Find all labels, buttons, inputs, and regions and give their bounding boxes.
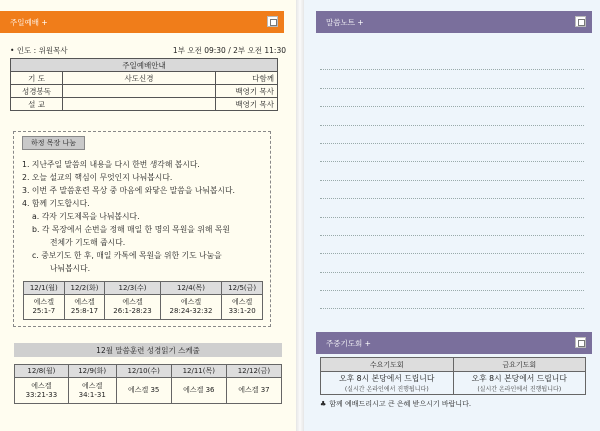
wednesday-online: (실시간 온라인에서 진행됩니다) <box>344 386 429 393</box>
row-middle <box>63 85 216 98</box>
worship-tab-label: 주일예배 + <box>10 17 48 27</box>
verse-range: 25:8-17 <box>70 307 99 315</box>
step-2: 2. 오늘 설교의 핵심이 무엇인지 나눠봅시다. <box>22 173 173 182</box>
book-name: 에스겔 <box>74 298 95 306</box>
note-line[interactable] <box>320 107 584 125</box>
sub-step-b: b. 각 목장에서 순번을 정해 매일 한 명의 목원을 위해 목원 <box>32 225 230 234</box>
reading-line-1: 에스겔 <box>82 381 103 390</box>
reading-schedule-table <box>14 364 282 404</box>
day-header: 12/9(화) <box>68 365 116 378</box>
book-name: 에스겔 <box>122 298 143 306</box>
wednesday-header: 수요기도회 <box>321 358 454 372</box>
sub-step-b-cont: 전체가 기도해 줍시다. <box>50 238 126 247</box>
table-row <box>11 85 278 98</box>
day-header: 12/11(목) <box>171 365 226 378</box>
table-row <box>11 72 278 85</box>
note-line[interactable] <box>320 126 584 144</box>
row-label: 기 도 <box>11 72 63 85</box>
reading-cell <box>171 378 226 404</box>
wednesday-time: 오후 8시 본당에서 드립니다 <box>339 374 435 383</box>
book-name: 에스겔 <box>180 298 202 306</box>
reading-line-1: 에스겔 35 <box>127 386 160 394</box>
row-label: 성경봉독 <box>11 85 63 98</box>
notes-tab-label: 말씀노트 + <box>326 17 364 27</box>
friday-time: 오후 8시 본당에서 드립니다 <box>471 374 567 383</box>
sub-step-c-cont: 나눠봅시다. <box>50 264 91 273</box>
preacher-text: • 인도 : 위원목사 <box>10 45 68 56</box>
book-name: 에스겔 <box>33 298 54 306</box>
day-header: 12/3(수) <box>105 282 160 295</box>
reading-cell <box>68 378 116 404</box>
day-header: 12/10(수) <box>116 365 171 378</box>
prayer-note-text: 함께 예배드리시고 큰 은혜 받으시기 바랍니다. <box>329 400 472 408</box>
week-reading-table <box>23 281 263 320</box>
note-line[interactable] <box>320 291 584 309</box>
day-header: 12/5(금) <box>222 282 263 295</box>
schedule-title: 12월 말씀훈련 성경읽기 스케줄 <box>14 343 282 357</box>
worship-order-table <box>10 58 278 111</box>
sharing-steps <box>22 158 262 275</box>
day-header: 12/12(금) <box>226 365 281 378</box>
verse-range: 33:1-20 <box>228 307 256 315</box>
note-line[interactable] <box>320 89 584 107</box>
day-header: 12/2(화) <box>64 282 105 295</box>
verse-range: 26:1-28:23 <box>113 307 152 315</box>
prayer-tab[interactable] <box>316 332 592 354</box>
friday-cell <box>453 372 586 395</box>
note-line[interactable] <box>320 236 584 254</box>
note-line[interactable] <box>320 273 584 291</box>
note-line[interactable] <box>320 162 584 180</box>
reading-line-1: 에스겔 37 <box>238 386 270 394</box>
step-4: 4. 함께 기도합시다. <box>22 199 90 208</box>
reading-line-1: 에스겔 36 <box>183 386 215 394</box>
reading-line-1: 에스겔 <box>31 381 52 390</box>
service-info <box>10 45 286 56</box>
reading-line-2: 34:1-31 <box>78 390 106 399</box>
note-line[interactable] <box>320 254 584 272</box>
day-header: 12/4(목) <box>160 282 222 295</box>
note-line[interactable] <box>320 181 584 199</box>
expand-icon[interactable] <box>575 16 586 27</box>
reading-cell <box>15 378 69 404</box>
note-line[interactable] <box>320 144 584 162</box>
prayer-tab-label: 주중기도회 + <box>326 338 371 348</box>
club-icon: ♣ <box>320 400 327 408</box>
reading-cell <box>226 378 281 404</box>
sub-step-c: c. 중보기도 한 후, 매일 카톡에 목원을 위한 기도 나눔을 <box>32 251 222 260</box>
prayer-note <box>320 399 471 409</box>
table-row <box>11 98 278 111</box>
worship-tab[interactable] <box>0 11 284 33</box>
row-right: 백영기 목사 <box>216 98 278 111</box>
expand-icon[interactable] <box>575 337 586 348</box>
prayer-meeting-table <box>320 357 586 395</box>
day-header: 12/8(월) <box>15 365 69 378</box>
sub-step-a: a. 각자 기도제목을 나눠봅시다. <box>32 212 140 221</box>
note-line[interactable] <box>320 52 584 70</box>
verse-range: 25:1-7 <box>32 307 56 315</box>
service-times: 1부 오전 09:30 / 2부 오전 11:30 <box>172 46 286 55</box>
note-line[interactable] <box>320 218 584 236</box>
verse-range: 28:24-32:32 <box>169 307 213 315</box>
note-line[interactable] <box>320 199 584 217</box>
row-right: 다함께 <box>216 72 278 85</box>
step-3: 3. 이번 주 말씀훈련 목상 중 마음에 와닿은 말씀을 나눠봅시다. <box>22 186 235 195</box>
step-1: 1. 지난주일 말씀의 내용을 다시 한번 생각해 봅시다. <box>22 160 200 169</box>
left-page <box>0 0 296 431</box>
book-name: 에스겔 <box>232 298 253 306</box>
friday-header: 금요기도회 <box>453 358 586 372</box>
notes-tab[interactable] <box>316 11 592 33</box>
row-middle <box>63 98 216 111</box>
day-header: 12/1(월) <box>24 282 65 295</box>
row-label: 설 교 <box>11 98 63 111</box>
group-pill: 하정 목장 나눔 <box>22 136 85 150</box>
reading-cell <box>116 378 171 404</box>
row-middle: 사도신경 <box>63 72 216 85</box>
expand-icon[interactable] <box>267 16 278 27</box>
note-line[interactable] <box>320 70 584 88</box>
wednesday-cell <box>321 372 454 395</box>
reading-cell <box>222 295 263 320</box>
order-caption: 주일예배안내 <box>11 59 278 72</box>
reading-cell <box>24 295 65 320</box>
friday-online: (실시간 온라인에서 진행됩니다) <box>477 386 562 393</box>
reading-cell <box>160 295 222 320</box>
row-right: 백영기 목사 <box>216 85 278 98</box>
page-gutter <box>296 0 304 431</box>
reading-cell <box>64 295 105 320</box>
reading-cell <box>105 295 160 320</box>
notes-lines[interactable] <box>320 52 584 309</box>
reading-line-2: 33:21-33 <box>25 390 58 399</box>
